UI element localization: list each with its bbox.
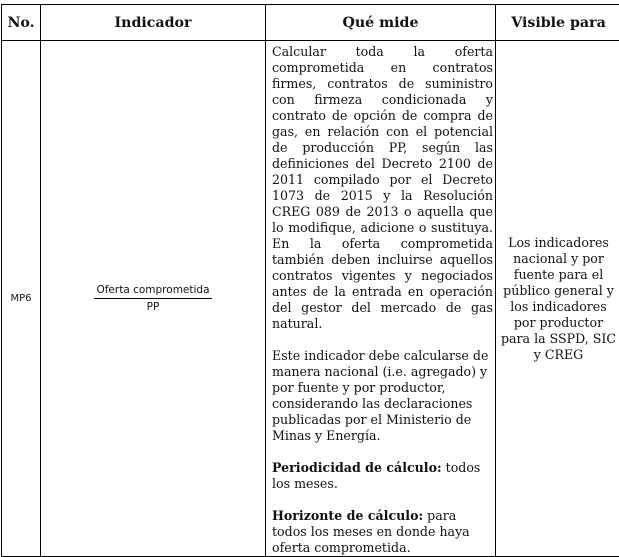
- indicator-formula: [94, 284, 211, 313]
- header-no: No.: [2, 5, 41, 41]
- periodicidad-paragraph: [272, 460, 493, 492]
- indicator-code: MP6: [2, 41, 41, 557]
- description-paragraph-2: Este indicador debe calcularse de manera nacional (i.e. agregado) y por fuente y por productor, considerando las declaraciones publicadas por el Ministerio de Minas y Energía.: [272, 348, 493, 444]
- periodicidad-label: Periodicidad de cálculo:: [272, 460, 442, 475]
- header-row: [2, 5, 619, 41]
- description-cell: [266, 41, 496, 557]
- table-row: [2, 41, 619, 557]
- indicator-table: [1, 4, 619, 557]
- periodicidad-value: todos los meses.: [272, 460, 480, 491]
- header-visible-para: Visible para: [496, 5, 619, 41]
- horizonte-paragraph: [272, 508, 493, 556]
- formula-denominator: PP: [94, 299, 211, 313]
- header-indicador: Indicador: [41, 5, 266, 41]
- visible-para-cell: Los indicadores nacional y por fuente para el público general y los indicadores por productor para la SSPD, SIC y CREG: [496, 41, 619, 557]
- horizonte-value: para todos los meses en donde haya oferta comprometida.: [272, 508, 470, 555]
- formula-numerator: Oferta comprometida: [94, 284, 211, 299]
- description-paragraph-1: Calcular toda la oferta comprometida en contratos firmes, contratos de suministro con firmeza condicionada y contrato de opción de compra de gas, en relación con el potencial de producción PP, según las definiciones del Decreto 2100 de 2011 compilado por el Decreto 1073 de 2015 y la Resolución CREG 089 de 2013 o aquella que lo modifique, adicione o sustituya. En la oferta comprometida también deben incluirse aquellos contratos vigentes y negociados antes de la entrada en operación del gestor del mercado de gas natural.: [272, 44, 493, 332]
- horizonte-label: Horizonte de cálculo:: [272, 508, 423, 523]
- header-que-mide: Qué mide: [266, 5, 496, 41]
- indicator-formula-cell: [41, 41, 266, 557]
